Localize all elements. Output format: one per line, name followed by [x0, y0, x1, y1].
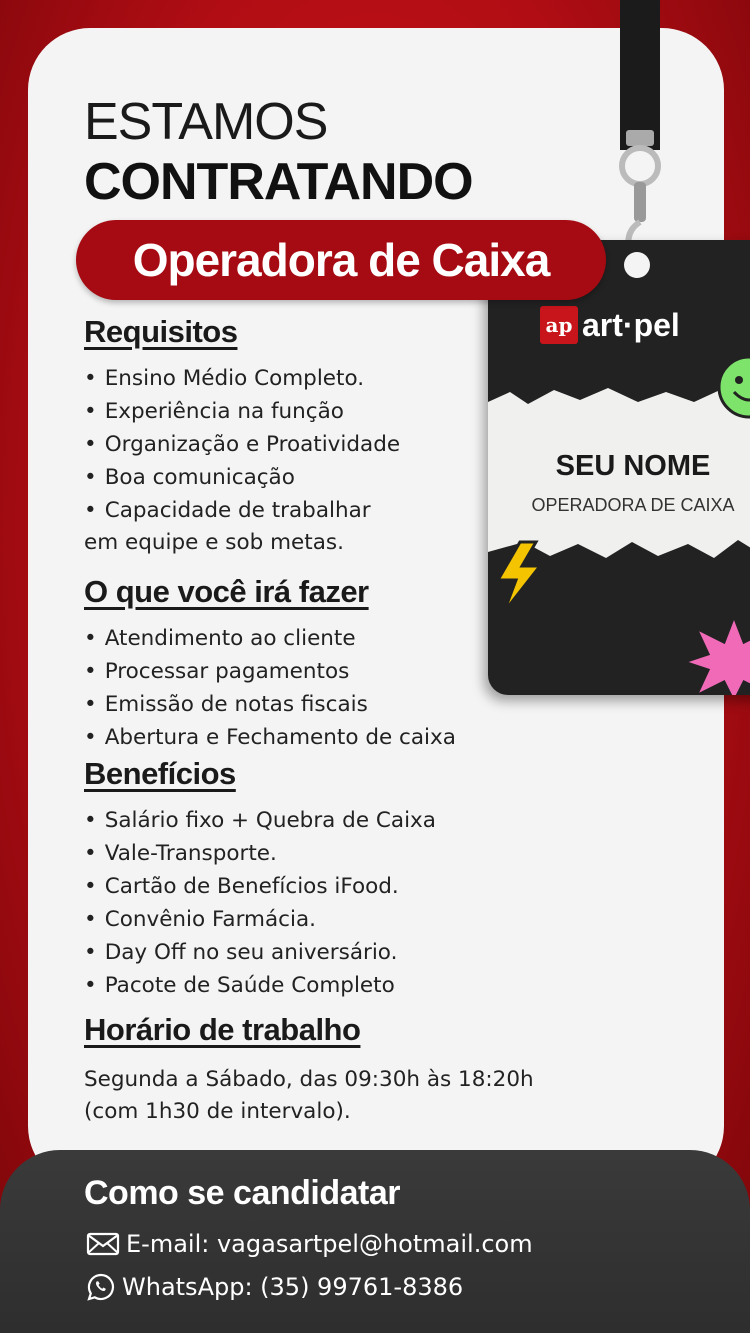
email-icon	[86, 1231, 120, 1257]
badge-name: SEU NOME	[555, 450, 711, 482]
email-text: E-mail: vagasartpel@hotmail.com	[126, 1230, 533, 1258]
id-badge	[488, 240, 750, 695]
list-item: • Ensino Médio Completo.	[84, 362, 400, 395]
duties-list	[84, 622, 456, 754]
requirements-list	[84, 362, 400, 527]
lightning-icon	[490, 540, 546, 614]
section-title-requirements: Requisitos	[84, 314, 238, 349]
headline-estamos: ESTAMOS	[84, 93, 328, 151]
list-item: • Organização e Proatividade	[84, 428, 400, 461]
benefits-list	[84, 804, 436, 1002]
artpel-logo	[540, 306, 680, 344]
star-burst-icon	[684, 612, 750, 695]
list-item: • Abertura e Fechamento de caixa	[84, 721, 456, 754]
role-title: Operadora de Caixa	[132, 234, 550, 286]
list-item: • Processar pagamentos	[84, 655, 456, 688]
apply-title: Como se candidatar	[84, 1174, 400, 1212]
list-item: • Experiência na função	[84, 395, 400, 428]
whatsapp-text: WhatsApp: (35) 99761-8386	[122, 1273, 464, 1301]
list-item: • Day Off no seu aniversário.	[84, 936, 436, 969]
logo-text: art·pel	[582, 306, 680, 343]
smiley-icon	[714, 352, 750, 422]
section-title-benefits: Benefícios	[84, 756, 236, 791]
section-title-duties: O que você irá fazer	[84, 574, 369, 609]
list-item: • Capacidade de trabalhar	[84, 494, 400, 527]
list-item: • Pacote de Saúde Completo	[84, 969, 436, 1002]
list-item: • Atendimento ao cliente	[84, 622, 456, 655]
whatsapp-icon	[86, 1272, 116, 1302]
logo-mark: ap	[540, 306, 578, 344]
list-item: • Convênio Farmácia.	[84, 903, 436, 936]
badge-role: OPERADORA DE CAIXA	[531, 495, 735, 515]
schedule-line-1: Segunda a Sábado, das 09:30h às 18:20h	[84, 1067, 534, 1092]
list-item: • Vale-Transporte.	[84, 837, 436, 870]
list-item: • Cartão de Benefícios iFood.	[84, 870, 436, 903]
schedule-line-2: (com 1h30 de intervalo).	[84, 1099, 351, 1124]
badge-hole	[624, 252, 650, 278]
list-item: • Emissão de notas fiscais	[84, 688, 456, 721]
headline-contratando: CONTRATANDO	[84, 153, 473, 211]
section-title-schedule: Horário de trabalho	[84, 1012, 361, 1047]
list-item: • Salário fixo + Quebra de Caixa	[84, 804, 436, 837]
email-contact[interactable]	[86, 1230, 533, 1258]
whatsapp-contact[interactable]	[86, 1272, 463, 1302]
role-pill	[76, 220, 606, 300]
list-item: • Boa comunicação	[84, 461, 400, 494]
lanyard-strap	[620, 0, 660, 150]
schedule-text	[84, 1064, 534, 1128]
requirements-continuation: em equipe e sob metas.	[84, 530, 344, 555]
